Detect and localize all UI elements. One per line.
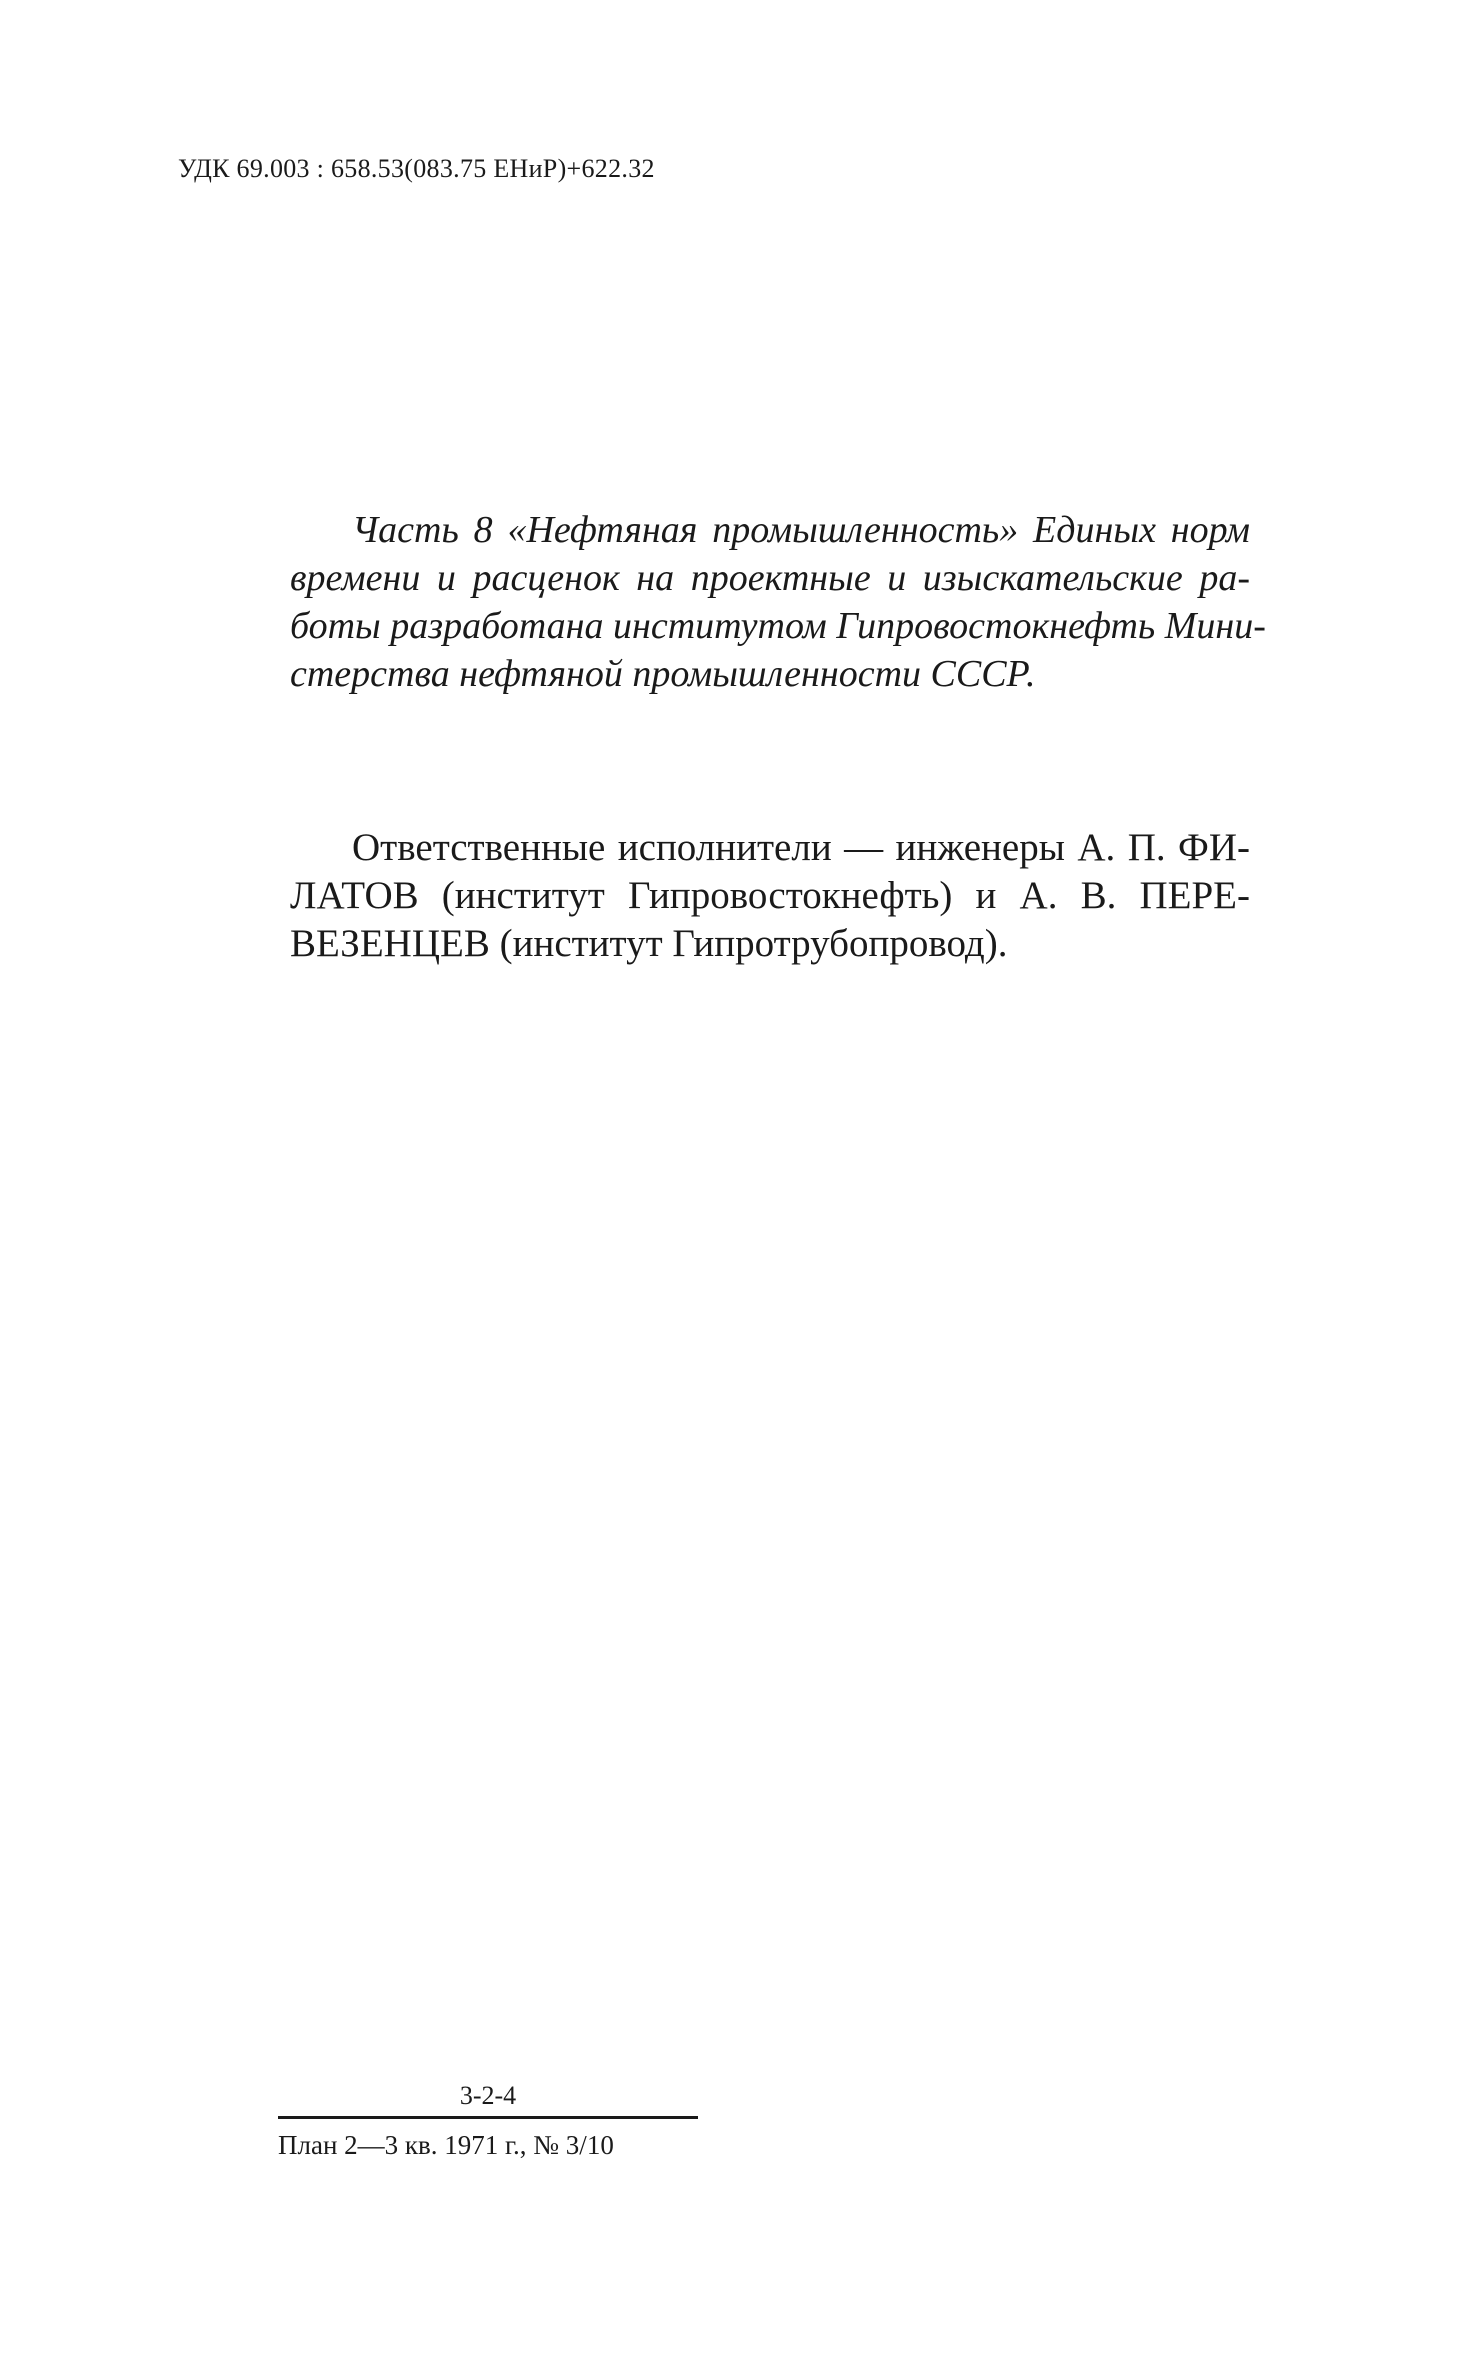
udk-classification: УДК 69.003 : 658.53(083.75 ЕНиР)+622.32 xyxy=(178,154,655,183)
intro-paragraph xyxy=(290,506,1266,698)
imprint-divider xyxy=(278,2116,698,2119)
intro-line: времени и расценок на проектные и изыскательские ра- xyxy=(290,557,1250,599)
intro-line: Часть 8 «Нефтяная промышленность» Единых норм xyxy=(352,509,1250,551)
authors-line: ВЕЗЕНЦЕВ (институт Гипротрубопровод). xyxy=(290,922,1008,965)
authors-paragraph xyxy=(290,824,1250,968)
authors-line: Ответственные исполнители — инженеры А. П. ФИ- xyxy=(352,826,1250,869)
intro-line: стерства нефтяной промышленности СССР. xyxy=(290,653,1036,695)
intro-line: боты разработана институтом Гипровостокнефть Мини- xyxy=(290,605,1266,647)
publication-plan: План 2—3 кв. 1971 г., № 3/10 xyxy=(278,2130,614,2160)
imprint-code: 3-2-4 xyxy=(459,2081,517,2110)
authors-line: ЛАТОВ (институт Гипровостокнефть) и А. В. ПЕРЕ- xyxy=(290,874,1250,917)
imprint-block xyxy=(278,2078,698,2165)
